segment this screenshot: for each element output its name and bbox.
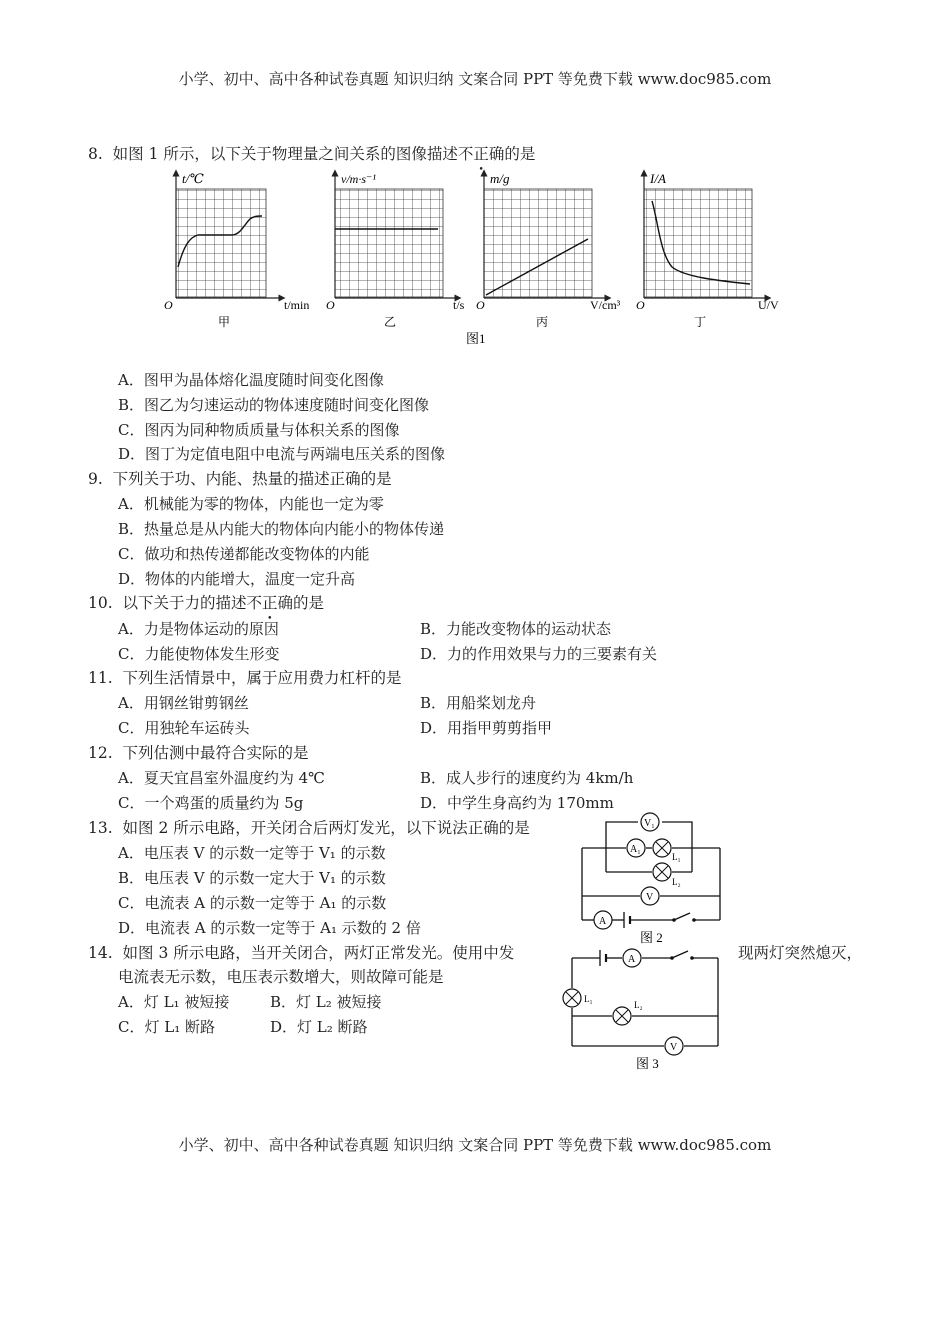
ammeter-a: [594, 911, 612, 929]
ammeter-a-fig3: [623, 949, 641, 967]
q13-option-d[interactable]: D．电流表 A 的示数一定等于 A₁ 示数的 2 倍: [118, 919, 421, 937]
q14-number: 14.: [88, 944, 113, 962]
page-header: 小学、初中、高中各种试卷真题 知识归纳 文案合同 PPT 等免费下载 www.doc985.com: [178, 70, 772, 88]
lamp-l2: [653, 863, 681, 887]
lamp-l1-fig3: [563, 989, 593, 1007]
graph-jia-origin: O: [164, 298, 173, 312]
svg-text:L₁: L₁: [672, 852, 681, 862]
q11-option-c[interactable]: C．用独轮车运砖头: [118, 719, 250, 737]
q10-option-d[interactable]: D．力的作用效果与力的三要素有关: [420, 645, 658, 663]
q10-option-c[interactable]: C．力能使物体发生形变: [118, 645, 280, 663]
q11-option-b[interactable]: B．用船桨划龙舟: [420, 694, 537, 712]
q8-option-d[interactable]: D．图丁为定值电阻中电流与两端电压关系的图像: [118, 445, 446, 463]
ammeter-a1: [627, 839, 645, 857]
q10-text-pre: 以下关于力的描述: [122, 594, 247, 612]
q10-emphasis: 不正确: [246, 594, 294, 612]
graph-ding: [636, 171, 779, 329]
svg-text:A: A: [628, 954, 636, 965]
q8-option-c[interactable]: C．图丙为同种物质质量与体积关系的图像: [118, 421, 400, 439]
voltmeter-v: [641, 887, 659, 905]
q9-option-d[interactable]: D．物体的内能增大，温度一定升高: [118, 570, 356, 588]
voltmeter-v-fig3: [665, 1037, 683, 1055]
figure-1-caption: 图1: [466, 331, 486, 346]
lamp-l2-fig3: [613, 1000, 643, 1025]
q11-number: 11.: [88, 669, 113, 687]
q14-option-a[interactable]: A．灯 L₁ 被短接: [118, 993, 230, 1011]
q10-option-a[interactable]: A．力是物体运动的原因: [118, 620, 279, 638]
q9-option-c[interactable]: C．做功和热传递都能改变物体的内能: [118, 545, 370, 563]
page-footer: 小学、初中、高中各种试卷真题 知识归纳 文案合同 PPT 等免费下载 www.doc985.com: [178, 1136, 772, 1154]
q9-text: 下列关于功、内能、热量的描述正确的是: [112, 470, 392, 488]
svg-text:A: A: [599, 916, 607, 927]
q14-option-d[interactable]: D．灯 L₂ 断路: [270, 1018, 368, 1036]
q14-text-b: 现两灯突然熄灭，: [738, 944, 863, 962]
q10-number: 10.: [88, 594, 113, 612]
svg-text:V₁: V₁: [644, 818, 655, 829]
graph-bing-xlabel: V/cm³: [590, 298, 621, 312]
q9-number: 9.: [88, 470, 103, 488]
q14-option-b[interactable]: B．灯 L₂ 被短接: [270, 993, 382, 1011]
graph-bing-origin: O: [476, 298, 485, 312]
graph-yi: [326, 172, 465, 329]
svg-text:A₁: A₁: [630, 844, 641, 855]
graph-jia-xlabel: t/min: [284, 298, 310, 312]
q9-option-b[interactable]: B．热量总是从内能大的物体向内能小的物体传递: [118, 520, 445, 538]
graph-ding-xlabel: U/V: [758, 298, 779, 312]
q8-text-pre: 如图 1 所示，以下关于物理量之间关系的图像描述: [112, 145, 458, 163]
q13-number: 13.: [88, 819, 113, 837]
graph-ding-origin: O: [636, 298, 645, 312]
question-12-stem: [88, 741, 309, 765]
q12-text: 下列估测中最符合实际的是: [122, 744, 309, 762]
q11-text: 下列生活情景中，属于应用费力杠杆的是: [122, 669, 402, 687]
q13-option-c[interactable]: C．电流表 A 的示数一定等于 A₁ 的示数: [118, 894, 387, 912]
q12-option-c[interactable]: C．一个鸡蛋的质量约为 5g: [118, 794, 304, 812]
q10-text-post: 的是: [293, 594, 325, 612]
graph-jia-name: 甲: [218, 315, 231, 329]
q14-text-c: 电流表无示数，电压表示数增大，则故障可能是: [118, 968, 444, 986]
graph-bing-ylabel: m/g: [490, 171, 510, 186]
graph-yi-origin: O: [326, 298, 335, 312]
q8-text-post: 的是: [504, 145, 536, 163]
q13-option-a[interactable]: A．电压表 V 的示数一定等于 V₁ 的示数: [118, 844, 386, 862]
q14-option-c[interactable]: C．灯 L₁ 断路: [118, 1018, 215, 1036]
figure-3-caption: 图 3: [636, 1056, 659, 1071]
graph-jia: [164, 171, 309, 329]
graph-bing: [476, 171, 621, 329]
graph-jia-ylabel: t/℃: [182, 171, 204, 186]
svg-text:L₁: L₁: [584, 994, 593, 1004]
q11-option-d[interactable]: D．用指甲剪剪指甲: [420, 719, 553, 737]
question-13-stem: [88, 816, 530, 840]
voltmeter-v1: [641, 813, 659, 831]
q9-option-a[interactable]: A．机械能为零的物体，内能也一定为零: [118, 495, 384, 513]
graph-ding-ylabel: I/A: [650, 171, 666, 186]
question-11-stem: [88, 666, 402, 690]
q12-option-a[interactable]: A．夏天宜昌室外温度约为 4℃: [118, 769, 325, 787]
q13-option-b[interactable]: B．电压表 V 的示数一定大于 V₁ 的示数: [118, 869, 386, 887]
figure-3-circuit: [560, 942, 730, 1072]
figure-2-caption: 图 2: [640, 930, 663, 945]
svg-text:V: V: [670, 1042, 678, 1053]
lamp-l1: [653, 839, 681, 862]
figure-2-circuit: [570, 808, 740, 948]
graph-yi-name: 乙: [384, 315, 397, 329]
q12-number: 12.: [88, 744, 113, 762]
svg-text:V: V: [646, 892, 654, 903]
question-9-stem: [88, 467, 392, 491]
q13-text: 如图 2 所示电路，开关闭合后两灯发光，以下说法正确的是: [122, 819, 530, 837]
graph-yi-xlabel: t/s: [453, 298, 465, 312]
q12-option-d[interactable]: D．中学生身高约为 170mm: [420, 794, 614, 812]
q8-number: 8.: [88, 145, 103, 163]
q10-option-b[interactable]: B．力能改变物体的运动状态: [420, 620, 612, 638]
q8-emphasis: 不正确: [457, 145, 505, 163]
q8-option-a[interactable]: A．图甲为晶体熔化温度随时间变化图像: [118, 371, 384, 389]
question-10-stem: [88, 591, 324, 615]
question-14-stem: [88, 941, 514, 965]
figure-1-graphs: [160, 163, 800, 353]
graph-yi-ylabel: v/m·s⁻¹: [341, 172, 376, 186]
q12-option-b[interactable]: B．成人步行的速度约为 4km/h: [420, 769, 634, 787]
q8-option-b[interactable]: B．图乙为匀速运动的物体速度随时间变化图像: [118, 396, 430, 414]
q14-text-a: 如图 3 所示电路，当开关闭合，两灯正常发光。使用中发: [122, 944, 515, 962]
svg-text:L₂: L₂: [672, 877, 681, 887]
q11-option-a[interactable]: A．用钢丝钳剪钢丝: [118, 694, 249, 712]
svg-text:L₂: L₂: [634, 1000, 643, 1010]
graph-ding-name: 丁: [694, 315, 707, 329]
graph-bing-name: 丙: [536, 315, 549, 329]
